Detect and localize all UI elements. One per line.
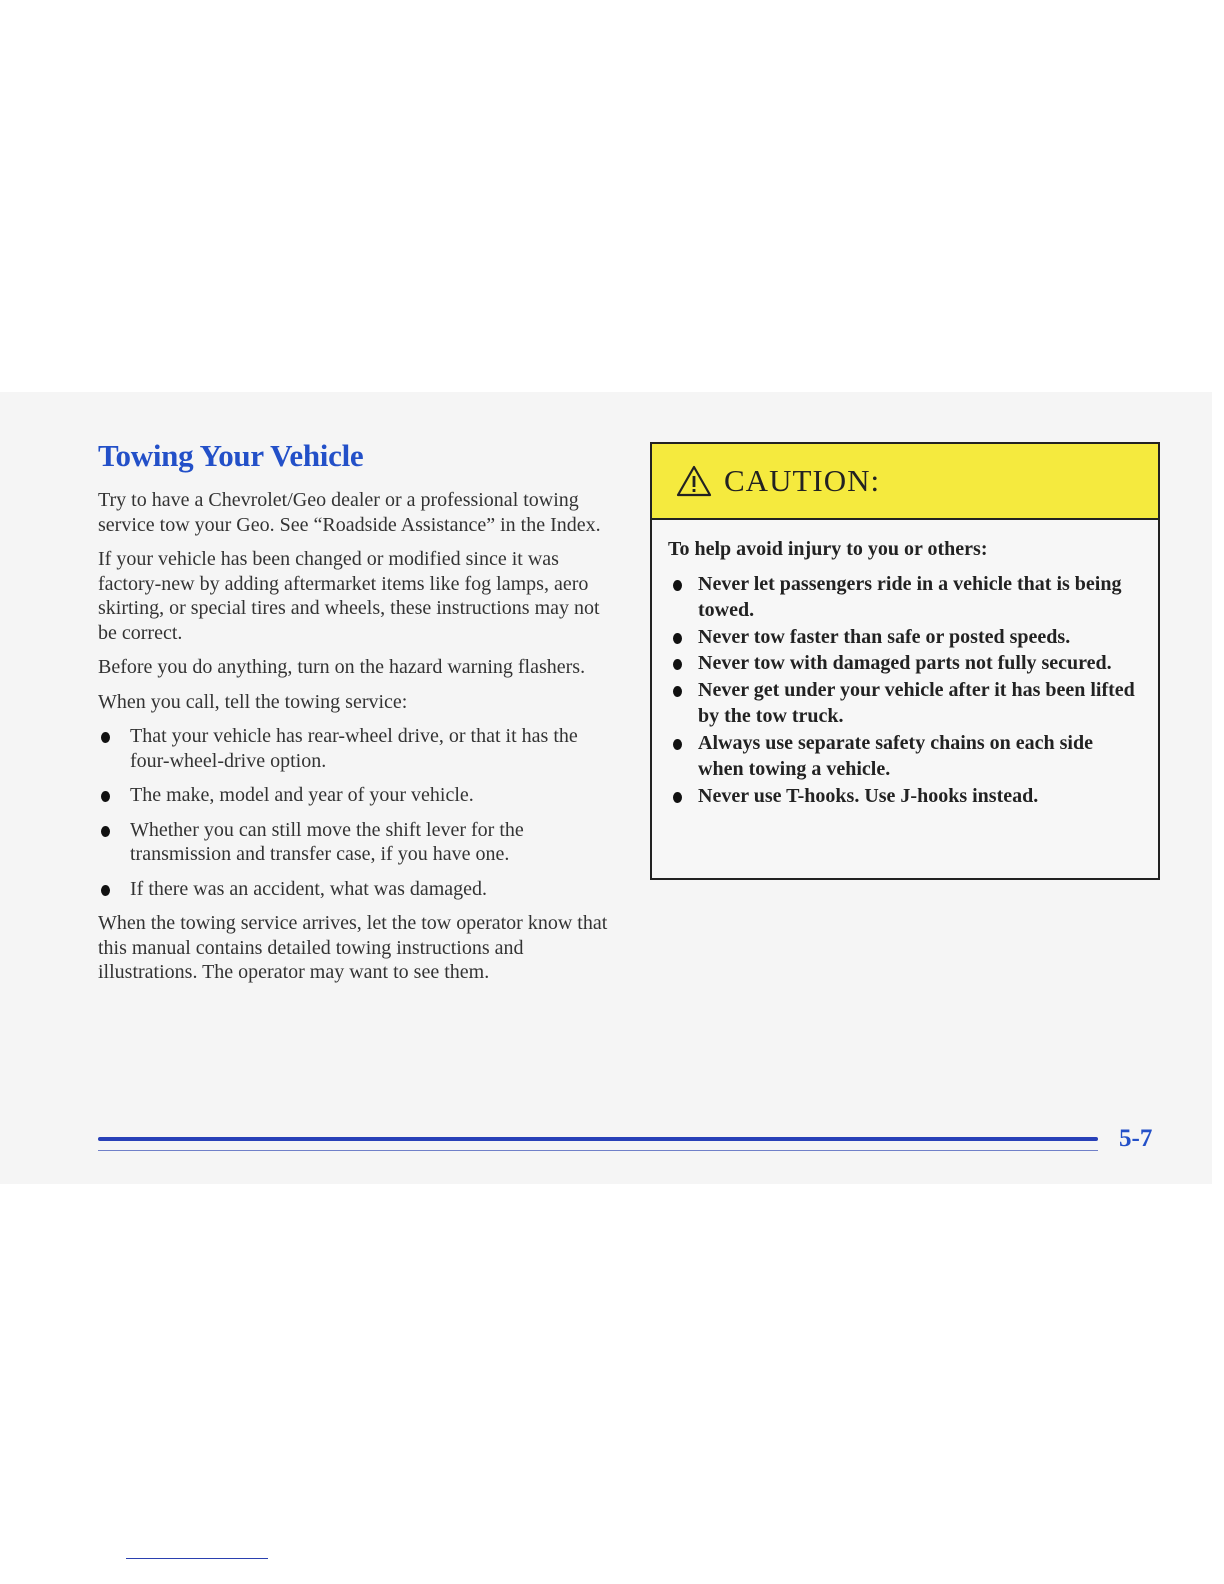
intro-paragraph-1: Try to have a Chevrolet/Geo dealer or a professional towing service tow your Geo. See “Roadside Assistance” in the Index. xyxy=(98,489,601,536)
footer-rule xyxy=(98,1137,1098,1141)
intro-paragraph-3: Before you do anything, turn on the hazard warning flashers. xyxy=(98,656,586,678)
bullet-icon xyxy=(673,659,682,670)
list-item xyxy=(98,877,618,902)
list-item xyxy=(668,783,1140,810)
towing-instructions xyxy=(98,488,618,995)
closing-paragraph: When the towing service arrives, let the tow operator know that this manual contains detailed towing instructions and illustrations. The operator may want to see them. xyxy=(98,912,608,983)
caution-header xyxy=(652,444,1158,520)
page-number: 5-7 xyxy=(1119,1125,1153,1152)
caution-item-text: Never get under your vehicle after it has been lifted by the tow truck. xyxy=(698,678,1135,727)
list-item xyxy=(668,624,1140,651)
list-item xyxy=(98,818,618,867)
footer-rule-thin xyxy=(98,1150,1098,1151)
warning-triangle-icon xyxy=(676,465,712,497)
list-item-text: If there was an accident, what was damaged. xyxy=(130,877,488,900)
caution-box xyxy=(650,442,1160,880)
bullet-icon xyxy=(673,633,682,644)
caution-item-text: Never let passengers ride in a vehicle that is being towed. xyxy=(698,572,1122,621)
list-item xyxy=(668,730,1140,783)
bullet-icon xyxy=(673,792,682,803)
caution-item-text: Never tow faster than safe or posted speeds. xyxy=(698,625,1071,648)
caution-list xyxy=(668,571,1140,810)
list-item-text: That your vehicle has rear-wheel drive, or that it has the four-wheel-drive option. xyxy=(130,725,578,772)
page-title: Towing Your Vehicle xyxy=(98,438,364,473)
list-item xyxy=(98,783,618,808)
intro-paragraph-2: If your vehicle has been changed or modified since it was factory-new by adding aftermarket items like fog lamps, aero skirting, or special tires and wheels, these instructions may not be correct. xyxy=(98,548,600,644)
caution-item-text: Never tow with damaged parts not fully secured. xyxy=(698,652,1112,674)
bullet-icon xyxy=(673,686,682,697)
list-item xyxy=(98,724,618,773)
list-item xyxy=(668,571,1140,624)
bullet-icon xyxy=(101,885,110,896)
caution-item-text: Always use separate safety chains on each side when towing a vehicle. xyxy=(698,731,1093,780)
list-item-text: Whether you can still move the shift lever for the transmission and transfer case, if you have one. xyxy=(130,818,524,865)
list-item xyxy=(668,677,1140,730)
bottom-divider xyxy=(126,1558,268,1559)
bullet-icon xyxy=(101,791,110,802)
bullet-icon xyxy=(673,739,682,750)
call-items-list xyxy=(98,724,618,901)
caution-intro: To help avoid injury to you or others: xyxy=(668,538,988,560)
intro-paragraph-4: When you call, tell the towing service: xyxy=(98,690,408,713)
caution-body xyxy=(652,520,1158,809)
caution-label: CAUTION: xyxy=(724,463,881,498)
caution-item-text: Never use T-hooks. Use J-hooks instead. xyxy=(698,784,1039,807)
bullet-icon xyxy=(101,826,110,837)
list-item xyxy=(668,650,1140,677)
bullet-icon xyxy=(101,732,110,743)
bullet-icon xyxy=(673,580,682,591)
list-item-text: The make, model and year of your vehicle. xyxy=(130,784,474,806)
